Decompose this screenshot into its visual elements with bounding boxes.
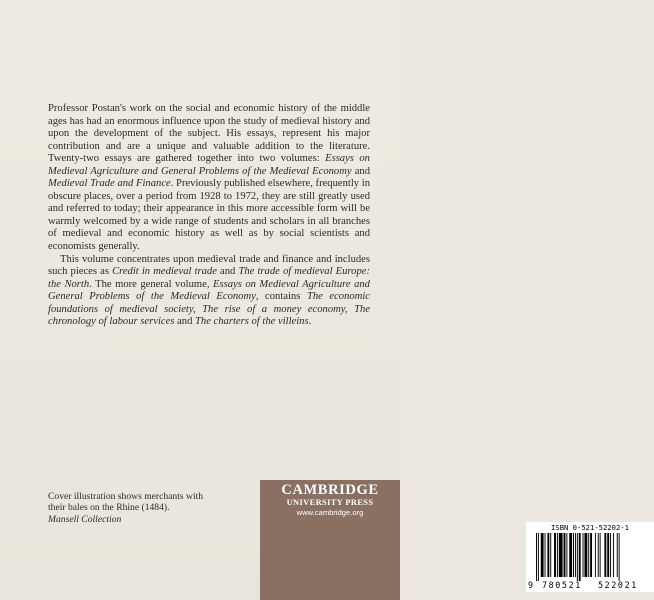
publisher-name: CAMBRIDGE <box>281 482 379 498</box>
blurb-text: . Previously published elsewhere, frequently in obscure places, over a period from 1928 to 1972, they are still greatly used and referred to today; their appearance in this more accessible form will be warmly welcomed by a wide range of students and scholars in all branches of medieval and economic history as well as by social scientists and economists generally. <box>48 178 370 253</box>
essay-title: The charters of the villeins <box>195 316 309 328</box>
publisher-press: UNIVERSITY PRESS <box>286 498 374 507</box>
book-title: Essays on Medieval Agriculture and General Problems of the Medieval Economy <box>48 153 370 177</box>
blurb-text: Professor Postan's work on the social and economic history of the middle ages has had an enormous influence upon the study of medieval history and upon the development of the subject. His essays, represent his major contribution and are a unique and valuable addition to the literature. Twenty-two essays are gathered together into two volumes: <box>48 103 370 165</box>
blurb-text: and <box>216 266 239 278</box>
blurb-text: and <box>351 165 370 177</box>
publisher-url: www.cambridge.org <box>296 508 364 517</box>
barcode-digit-first: 9 <box>528 580 534 590</box>
isbn-label: ISBN 0-521-52202-1 <box>551 523 629 532</box>
cover-blurb <box>48 103 370 329</box>
barcode-digit-group-2: 522021 <box>598 580 638 590</box>
book-title: Medieval Trade and Finance <box>48 178 171 190</box>
collection-name: Mansell Collection <box>48 513 122 525</box>
credit-line: Cover illustration shows merchants with their bales on the Rhine (1484). <box>48 491 204 514</box>
cover-illustration-credit <box>48 491 218 525</box>
blurb-paragraph-2 <box>48 254 370 329</box>
blurb-text: and <box>174 316 196 328</box>
essay-title: The economic foundations of medieval society, The rise of a money economy, The chronology of labour services <box>48 291 370 328</box>
blurb-text: . The more general volume, <box>89 278 213 290</box>
blurb-paragraph-1 <box>48 103 370 254</box>
publisher-panel <box>260 480 638 600</box>
essay-title: Credit in medieval trade <box>112 266 217 278</box>
blurb-text: , contains <box>255 291 307 303</box>
essay-title: The trade of medieval Europe: the North <box>48 266 370 290</box>
blurb-text: This volume concentrates upon medieval trade and finance and includes such pieces as <box>48 253 370 278</box>
barcode-icon <box>534 533 648 581</box>
barcode-digit-group-1: 780521 <box>542 580 582 590</box>
barcode-panel <box>526 522 654 592</box>
blurb-text: . <box>308 316 312 328</box>
book-title: Essays on Medieval Agriculture and General Problems of the Medieval Economy <box>48 278 370 303</box>
